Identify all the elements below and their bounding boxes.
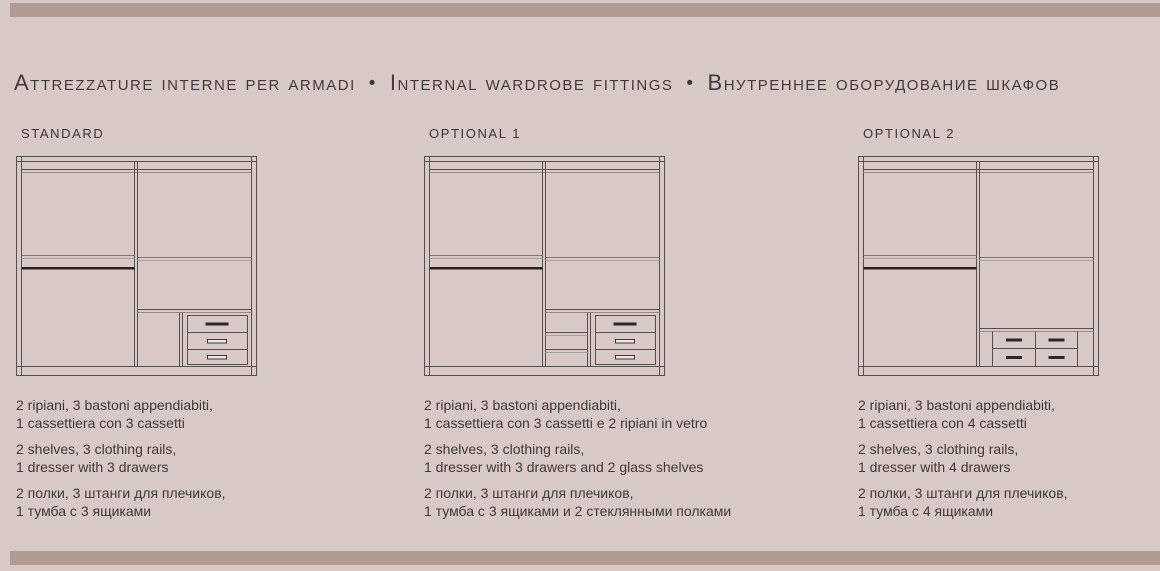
- section-optional-2: [858, 126, 1158, 528]
- section-label-optional-1: OPTIONAL 1: [429, 126, 522, 141]
- page-title: [14, 70, 1060, 96]
- description-italian: 2 ripiani, 3 bastoni appendiabiti, 1 cassettiera con 3 cassetti: [16, 397, 213, 431]
- description-russian: 2 полки, 3 штанги для плечиков, 1 тумба с 3 ящиками: [16, 485, 226, 519]
- description-russian: 2 полки, 3 штанги для плечиков, 1 тумба с 4 ящиками: [858, 485, 1068, 519]
- top-divider-band: [10, 3, 1160, 17]
- description-italian: 2 ripiani, 3 bastoni appendiabiti, 1 cassettiera con 3 cassetti e 2 ripiani in vetro: [424, 397, 708, 431]
- description-english: 2 shelves, 3 clothing rails, 1 dresser with 3 drawers and 2 glass shelves: [424, 441, 704, 475]
- title-russian: Внутреннее оборудование шкафов: [707, 70, 1061, 95]
- title-english: Internal wardrobe fittings: [389, 70, 674, 95]
- section-standard: [16, 126, 416, 528]
- wardrobe-diagram-optional-2: [858, 156, 1099, 376]
- description-optional-1: [424, 396, 854, 520]
- title-italian: Attrezzature interne per armadi: [14, 70, 356, 95]
- bottom-divider-band: [10, 551, 1160, 565]
- section-label-standard: STANDARD: [21, 126, 105, 141]
- bullet-separator: •: [368, 73, 377, 94]
- wardrobe-diagram-optional-1: [424, 156, 665, 376]
- bullet-separator: •: [686, 73, 695, 94]
- description-italian: 2 ripiani, 3 bastoni appendiabiti, 1 cassettiera con 4 cassetti: [858, 397, 1055, 431]
- description-russian: 2 полки, 3 штанги для плечиков, 1 тумба с 3 ящиками и 2 стеклянными полками: [424, 485, 732, 519]
- description-english: 2 shelves, 3 clothing rails, 1 dresser with 4 drawers: [858, 441, 1019, 475]
- section-label-optional-2: OPTIONAL 2: [863, 126, 956, 141]
- wardrobe-diagram-standard: [16, 156, 257, 376]
- section-optional-1: [424, 126, 854, 528]
- description-standard: [16, 396, 416, 520]
- description-english: 2 shelves, 3 clothing rails, 1 dresser with 3 drawers: [16, 441, 177, 475]
- description-optional-2: [858, 396, 1158, 520]
